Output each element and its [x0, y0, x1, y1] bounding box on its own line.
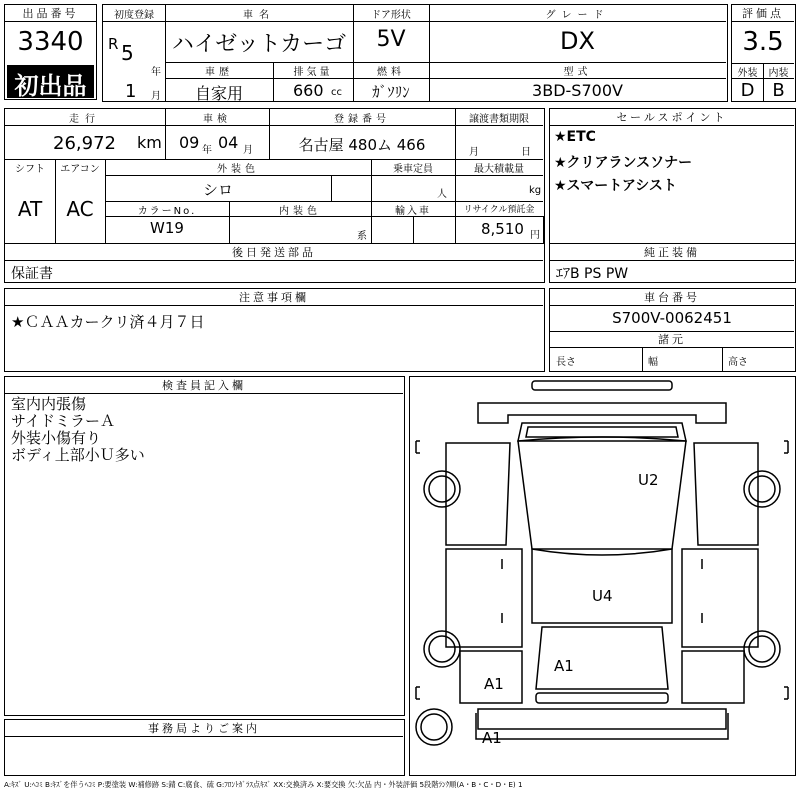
later-parts-label: 後日発送部品: [5, 244, 543, 261]
notes-label: 注意事項欄: [5, 289, 543, 306]
sales-points-panel: [549, 108, 796, 244]
damage-diagram: [409, 376, 796, 776]
year-unit: 年: [151, 67, 161, 78]
interior-label: 内装: [768, 68, 789, 79]
shift-label: シフト: [15, 164, 45, 175]
listing-no: 3340: [17, 27, 84, 57]
car-summary-table: [102, 4, 728, 102]
inspection-year-unit: 年: [202, 145, 212, 156]
ac: AC: [66, 197, 94, 221]
displacement: 660: [293, 81, 324, 100]
era: R: [108, 35, 119, 53]
reg-year: 5: [121, 41, 134, 65]
width-label: 幅: [648, 357, 658, 368]
inspector-panel: [4, 376, 405, 716]
color-number: W19: [150, 219, 184, 237]
damage-mark: U2: [638, 471, 659, 489]
door-label: ドア形状: [371, 10, 411, 21]
listing-no-label: 出品番号: [5, 5, 96, 22]
later-parts: 保証書: [11, 266, 53, 282]
height-label: 高さ: [728, 357, 748, 368]
inspection-month: 04: [218, 133, 239, 152]
exterior-label: 外装: [737, 68, 758, 79]
notes-panel: [4, 288, 545, 372]
damage-mark: A1: [554, 657, 574, 675]
damage-mark: U4: [592, 587, 613, 605]
recycle-unit: 円: [530, 230, 540, 241]
sales-point: ★クリアランスソナー: [554, 155, 693, 171]
inspection-year: 09: [179, 133, 200, 152]
chassis-label: 車台番号: [550, 289, 794, 306]
colorno-label: カラーNo.: [137, 206, 197, 217]
car-outline: [410, 377, 794, 774]
listing-number-cell: [4, 4, 97, 100]
inspector-line: サイドミラーＡ: [11, 412, 115, 430]
transfer-day-unit: 日: [521, 147, 531, 158]
door-type: 5V: [376, 27, 406, 52]
equipment: ｴｱB PS PW: [556, 266, 629, 282]
damage-mark: A1: [484, 675, 504, 693]
inspector-line: 室内内張傷: [11, 395, 87, 413]
sales-point: ★ETC: [554, 129, 596, 145]
capacity-unit: 人: [437, 189, 447, 200]
model-code: 3BD-S700V: [532, 81, 623, 100]
month-unit: 月: [151, 91, 161, 102]
exterior-grade: D: [740, 80, 755, 101]
reg-month: 1: [125, 81, 137, 102]
color-label: 外装色: [217, 164, 259, 175]
grade: DX: [560, 27, 595, 55]
history: 自家用: [194, 84, 243, 103]
length-label: 長さ: [556, 357, 576, 368]
chassis-panel: [549, 288, 796, 372]
mileage-label: 走行: [69, 114, 101, 125]
notes-text: ★ＣＡＡカークリ済４月７日: [11, 313, 205, 331]
recycle-label: リサイクル預託金: [463, 205, 535, 215]
car-name-label: 車名: [243, 10, 275, 21]
ac-label: エアコン: [60, 164, 100, 175]
score-cell: [731, 4, 796, 102]
intcolor-unit: 系: [357, 231, 367, 242]
inspection-month-unit: 月: [243, 145, 253, 156]
displacement-unit: cc: [331, 87, 342, 98]
later-parts-panel: [4, 243, 545, 283]
chassis-number: S700V-0062451: [612, 309, 732, 327]
fuel: ｶﾞｿﾘﾝ: [372, 83, 410, 101]
car-name: ハイゼットカーゴ: [171, 32, 347, 57]
plate-label: 登録番号: [334, 114, 390, 125]
shift: AT: [17, 197, 43, 221]
sales-points-label: セールスポイント: [550, 109, 794, 126]
history-label: 車歴: [205, 67, 233, 78]
top-info-panel: [4, 4, 796, 104]
mileage: 26,972: [53, 133, 116, 154]
office-label: 事務局よりご案内: [5, 720, 403, 737]
equipment-panel: [549, 243, 796, 283]
score-label: 評価点: [732, 5, 794, 22]
capacity-label: 乗車定員: [393, 164, 433, 175]
inspector-line: 外装小傷有り: [11, 429, 102, 447]
sales-point: ★スマートアシスト: [554, 178, 677, 194]
vehicle-detail-table: [4, 108, 545, 244]
maxload-label: 最大積載量: [474, 164, 524, 175]
body-color: シロ: [202, 181, 233, 199]
inspection-label: 車検: [203, 114, 231, 125]
spec-label: 諸元: [550, 331, 794, 348]
damage-mark: A1: [482, 729, 502, 747]
inspector-line: ボディ上部小Ｕ多い: [11, 446, 145, 464]
first-reg-label: 初度登録: [114, 10, 154, 21]
plate-number: 名古屋 480ム 466: [298, 136, 426, 154]
equipment-label: 純正装備: [550, 244, 794, 261]
legend-text: A:ｷｽﾞ U:ﾍｺﾐ B:ｷｽﾞを伴うﾍｺﾐ P:要塗装 W:補修跡 S:錆 C:腐食、硫 G:ﾌﾛﾝﾄｶﾞﾗｽ点ｷｽﾞ XX:交換済み X:要交換 欠:欠品 内・外装評価 5段階ﾗﾝｸ順(A・B・C・D・E) 1: [4, 780, 523, 789]
intcolor-label: 内装色: [279, 206, 321, 217]
office-panel: [4, 719, 405, 776]
interior-grade: B: [772, 80, 785, 101]
fuel-label: 燃料: [377, 67, 405, 78]
first-listing-badge: 初出品: [14, 72, 87, 100]
maxload-unit: kg: [529, 185, 542, 196]
transfer-month-unit: 月: [469, 147, 479, 158]
model-label: 型式: [563, 67, 592, 78]
mileage-unit: km: [137, 133, 162, 152]
inspector-label: 検査員記入欄: [5, 377, 403, 394]
score: 3.5: [742, 27, 784, 57]
recycle-fee: 8,510: [481, 220, 524, 238]
transfer-label: 譲渡書類期限: [469, 114, 529, 125]
import-label: 輸入車: [395, 206, 431, 217]
grade-label: グレード: [545, 10, 610, 21]
displacement-label: 排気量: [293, 67, 333, 78]
